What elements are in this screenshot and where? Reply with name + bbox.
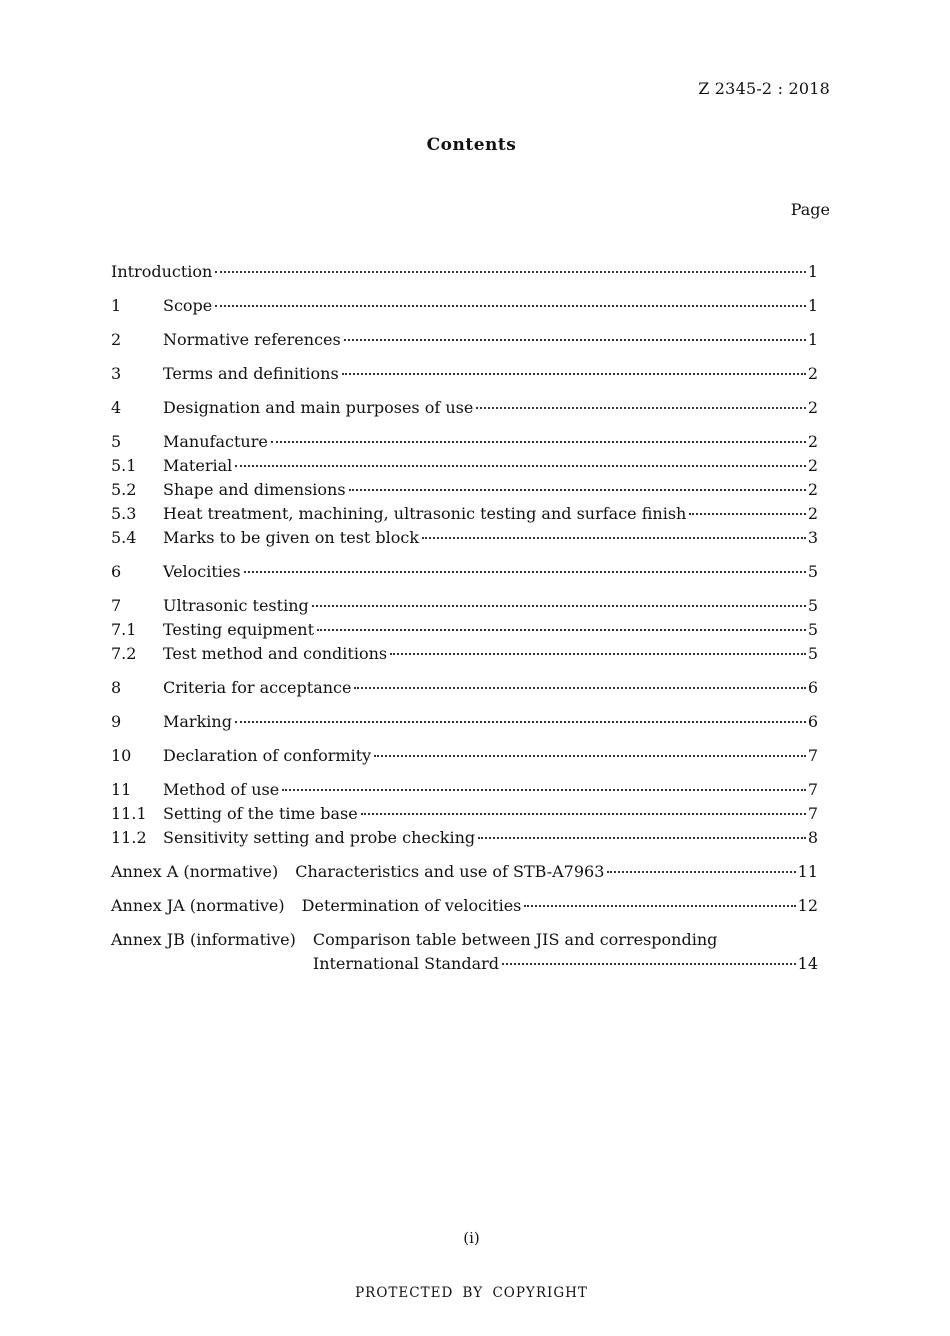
toc-entry-text: Sensitivity setting and probe checking: [163, 828, 476, 847]
toc-entry-number: 7.2: [111, 644, 137, 663]
annex-title: Characteristics and use of STB-A7963: [295, 862, 605, 881]
toc-entry-page: 5: [807, 562, 818, 581]
toc-entry-text: Marking: [163, 712, 232, 731]
toc-entry[interactable]: [111, 594, 818, 618]
dot-leader: [689, 513, 805, 515]
toc-entry-number: 5: [111, 432, 122, 451]
annex-page: 12: [797, 896, 818, 915]
toc-entry-number: 11.2: [111, 828, 147, 847]
dot-leader: [215, 305, 806, 307]
toc-entry-page: 3: [807, 528, 818, 547]
dot-leader: [312, 605, 806, 607]
dot-leader: [244, 571, 806, 573]
toc-entry-page: 2: [807, 480, 818, 499]
toc-entry-introduction[interactable]: [111, 260, 818, 284]
toc-entry[interactable]: [111, 396, 818, 420]
dot-leader: [342, 373, 806, 375]
toc-entry-number: 11: [111, 780, 132, 799]
annex-title-line1: Comparison table between JIS and corresponding: [312, 930, 718, 949]
dot-leader: [271, 441, 806, 443]
dot-leader: [317, 629, 806, 631]
table-of-contents: [111, 260, 818, 976]
toc-entry-text: Testing equipment: [163, 620, 315, 639]
toc-entry-number: 5.3: [111, 504, 137, 523]
toc-entry-page: 7: [807, 804, 818, 823]
toc-annex-jb[interactable]: [111, 928, 818, 976]
toc-entry-text: Normative references: [163, 330, 341, 349]
toc-entry-text: Material: [163, 456, 233, 475]
toc-entry[interactable]: [111, 294, 818, 318]
dot-leader: [344, 339, 806, 341]
toc-entry-number: 5.2: [111, 480, 137, 499]
toc-entry-number: 6: [111, 562, 122, 581]
dot-leader: [374, 755, 806, 757]
dot-leader: [361, 813, 806, 815]
annex-title: Determination of velocities: [301, 896, 522, 915]
toc-annex-ja[interactable]: [111, 894, 818, 918]
toc-entry-page: 2: [807, 398, 818, 417]
dot-leader: [476, 407, 805, 409]
toc-entry-page: 2: [807, 504, 818, 523]
toc-entry-number: 10: [111, 746, 132, 765]
toc-entry-text: Declaration of conformity: [163, 746, 372, 765]
dot-leader: [390, 653, 806, 655]
toc-entry-text: Velocities: [163, 562, 241, 581]
annex-page: 14: [797, 954, 818, 973]
toc-entry[interactable]: [111, 328, 818, 352]
toc-entry[interactable]: [111, 744, 818, 768]
toc-entry[interactable]: [111, 778, 818, 802]
toc-entry-text: Test method and conditions: [163, 644, 388, 663]
annex-label: Annex JA (normative): [111, 896, 285, 915]
annex-page: 11: [797, 862, 818, 881]
toc-entry-text: Terms and definitions: [163, 364, 339, 383]
toc-entry-page: 5: [807, 620, 818, 639]
footer-page-number: (i): [463, 1229, 480, 1247]
toc-entry-number: 9: [111, 712, 122, 731]
toc-entry-page: 8: [807, 828, 818, 847]
toc-entry-text: Introduction: [111, 262, 213, 281]
toc-entry-text: Marks to be given on test block: [163, 528, 420, 547]
toc-entry-page: 6: [807, 712, 818, 731]
toc-entry-number: 3: [111, 364, 122, 383]
toc-entry[interactable]: [111, 502, 818, 526]
toc-entry[interactable]: [111, 560, 818, 584]
dot-leader: [502, 963, 796, 965]
dot-leader: [235, 465, 806, 467]
dot-leader: [422, 537, 806, 539]
toc-entry[interactable]: [111, 430, 818, 454]
toc-entry[interactable]: [111, 710, 818, 734]
toc-entry-number: 5.4: [111, 528, 137, 547]
dot-leader: [607, 871, 795, 873]
toc-entry-page: 1: [807, 262, 818, 281]
toc-entry[interactable]: [111, 826, 818, 850]
dot-leader: [349, 489, 806, 491]
toc-entry-text: Shape and dimensions: [163, 480, 346, 499]
toc-entry-number: 11.1: [111, 804, 147, 823]
dot-leader: [282, 789, 806, 791]
toc-entry-text: Heat treatment, machining, ultrasonic testing and surface finish: [163, 504, 687, 523]
page-column-label: Page: [790, 200, 830, 219]
toc-entry-text: Designation and main purposes of use: [163, 398, 474, 417]
toc-entry-number: 1: [111, 296, 122, 315]
toc-entry-number: 5.1: [111, 456, 137, 475]
dot-leader: [524, 905, 795, 907]
toc-entry-number: 2: [111, 330, 122, 349]
toc-entry-text: Scope: [163, 296, 213, 315]
copyright-notice: PROTECTED BY COPYRIGHT: [355, 1285, 588, 1301]
toc-entry-page: 1: [807, 330, 818, 349]
toc-entry-number: 8: [111, 678, 122, 697]
dot-leader: [235, 721, 806, 723]
toc-entry-text: Manufacture: [163, 432, 268, 451]
toc-entry-page: 2: [807, 432, 818, 451]
toc-annex-a[interactable]: [111, 860, 818, 884]
toc-entry-number: 7: [111, 596, 122, 615]
toc-entry-page: 7: [807, 780, 818, 799]
toc-entry[interactable]: [111, 676, 818, 700]
toc-entry-page: 5: [807, 596, 818, 615]
toc-entry-text: Method of use: [163, 780, 280, 799]
page-title: Contents: [426, 135, 517, 155]
annex-label: Annex JB (informative): [111, 930, 296, 949]
toc-entry[interactable]: [111, 454, 818, 478]
toc-entry[interactable]: [111, 802, 818, 826]
dot-leader: [478, 837, 806, 839]
toc-entry-number: 4: [111, 398, 122, 417]
toc-entry-text: Criteria for acceptance: [163, 678, 352, 697]
toc-entry-text: Setting of the time base: [163, 804, 358, 823]
toc-entry-page: 6: [807, 678, 818, 697]
toc-entry-text: Ultrasonic testing: [163, 596, 309, 615]
toc-entry-page: 7: [807, 746, 818, 765]
annex-title-line2: International Standard: [312, 954, 500, 973]
toc-entry-page: 2: [807, 456, 818, 475]
toc-entry[interactable]: [111, 642, 818, 666]
toc-entry[interactable]: [111, 478, 818, 502]
toc-entry-page: 5: [807, 644, 818, 663]
document-id: Z 2345-2 : 2018: [698, 79, 830, 98]
toc-entry[interactable]: [111, 362, 818, 386]
dot-leader: [215, 271, 805, 273]
toc-entry-number: 7.1: [111, 620, 137, 639]
toc-entry-page: 1: [807, 296, 818, 315]
toc-entry[interactable]: [111, 618, 818, 642]
toc-entry[interactable]: [111, 526, 818, 550]
dot-leader: [354, 687, 805, 689]
annex-label: Annex A (normative): [111, 862, 279, 881]
toc-entry-page: 2: [807, 364, 818, 383]
